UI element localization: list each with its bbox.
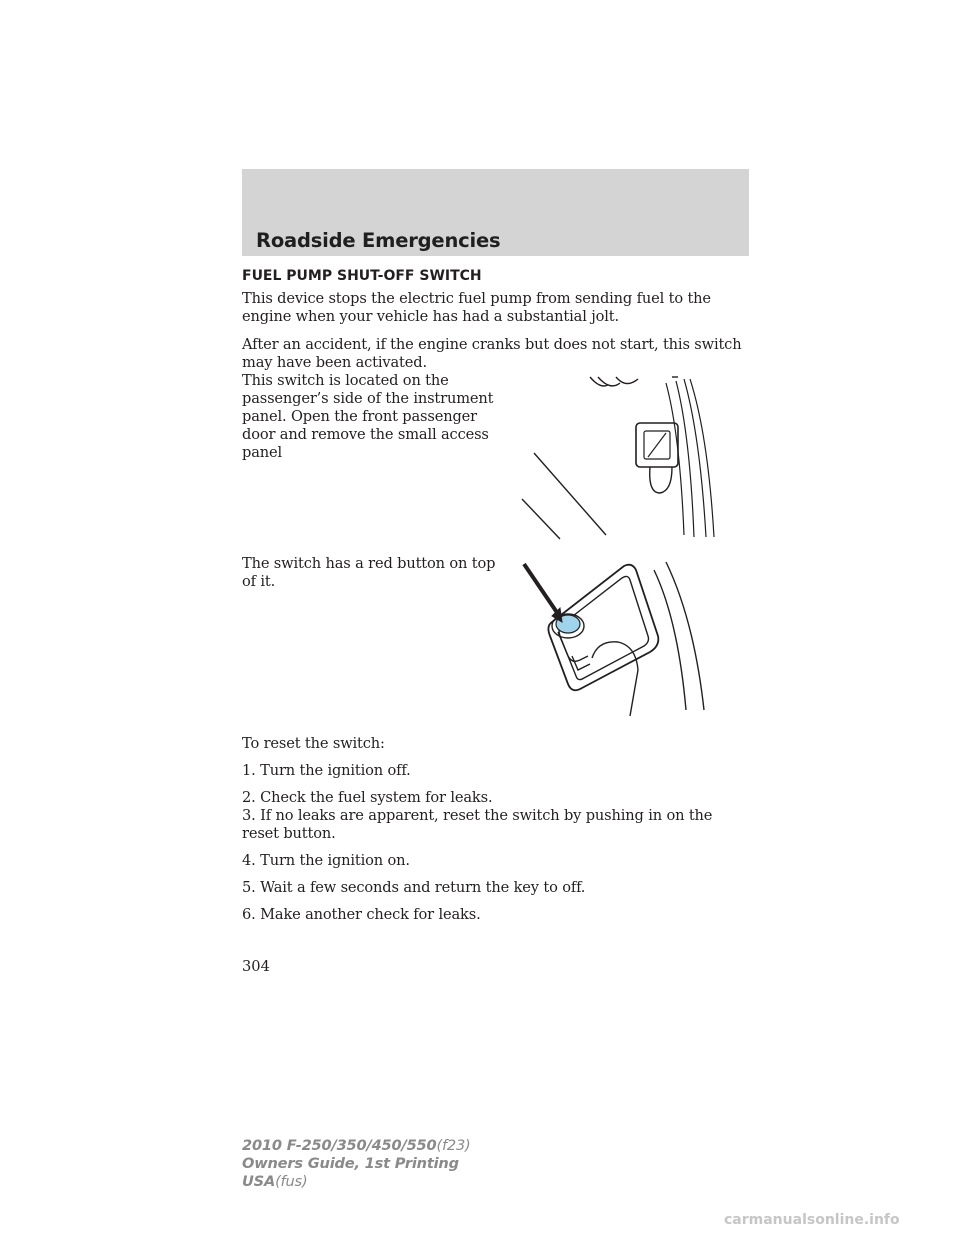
- footer-model-code: (f23): [436, 1137, 471, 1154]
- section-title: FUEL PUMP SHUT-OFF SWITCH: [242, 268, 482, 284]
- paragraph-red-button: The switch has a red button on top of it.: [242, 555, 496, 590]
- watermark: carmanualsonline.info: [724, 1212, 900, 1228]
- paragraph-after-accident: After an accident, if the engine cranks but does not start, this switch may have been activated.: [242, 336, 742, 371]
- footer-region: USA: [242, 1173, 276, 1190]
- step-item: 5. Wait a few seconds and return the key to off.: [242, 879, 586, 896]
- step-item: 4. Turn the ignition on.: [242, 852, 410, 869]
- step-item: 6. Make another check for leaks.: [242, 906, 481, 923]
- header-band: [242, 169, 749, 256]
- footer-model: 2010 F-250/350/450/550: [242, 1137, 437, 1154]
- paragraph-location: This switch is located on the passenger’s side of the instrument panel. Open the front passenger door and remove the small access panel: [242, 372, 494, 461]
- footer: [242, 1137, 471, 1191]
- footer-guide: Owners Guide, 1st Printing: [242, 1155, 459, 1172]
- header-title: Roadside Emergencies: [256, 229, 501, 252]
- step-item: 3. If no leaks are apparent, reset the switch by pushing in on the reset button.: [242, 807, 713, 842]
- access-panel-illustration: [520, 375, 750, 540]
- page-number: 304: [242, 958, 270, 975]
- paragraph-intro: This device stops the electric fuel pump from sending fuel to the engine when your vehicle has had a substantial jolt.: [242, 290, 711, 325]
- footer-region-code: (fus): [275, 1173, 308, 1190]
- step-item: 1. Turn the ignition off.: [242, 762, 411, 779]
- switch-button-illustration: [518, 560, 730, 718]
- paragraph-reset-intro: To reset the switch:: [242, 735, 385, 752]
- step-item: 2. Check the fuel system for leaks.: [242, 789, 493, 806]
